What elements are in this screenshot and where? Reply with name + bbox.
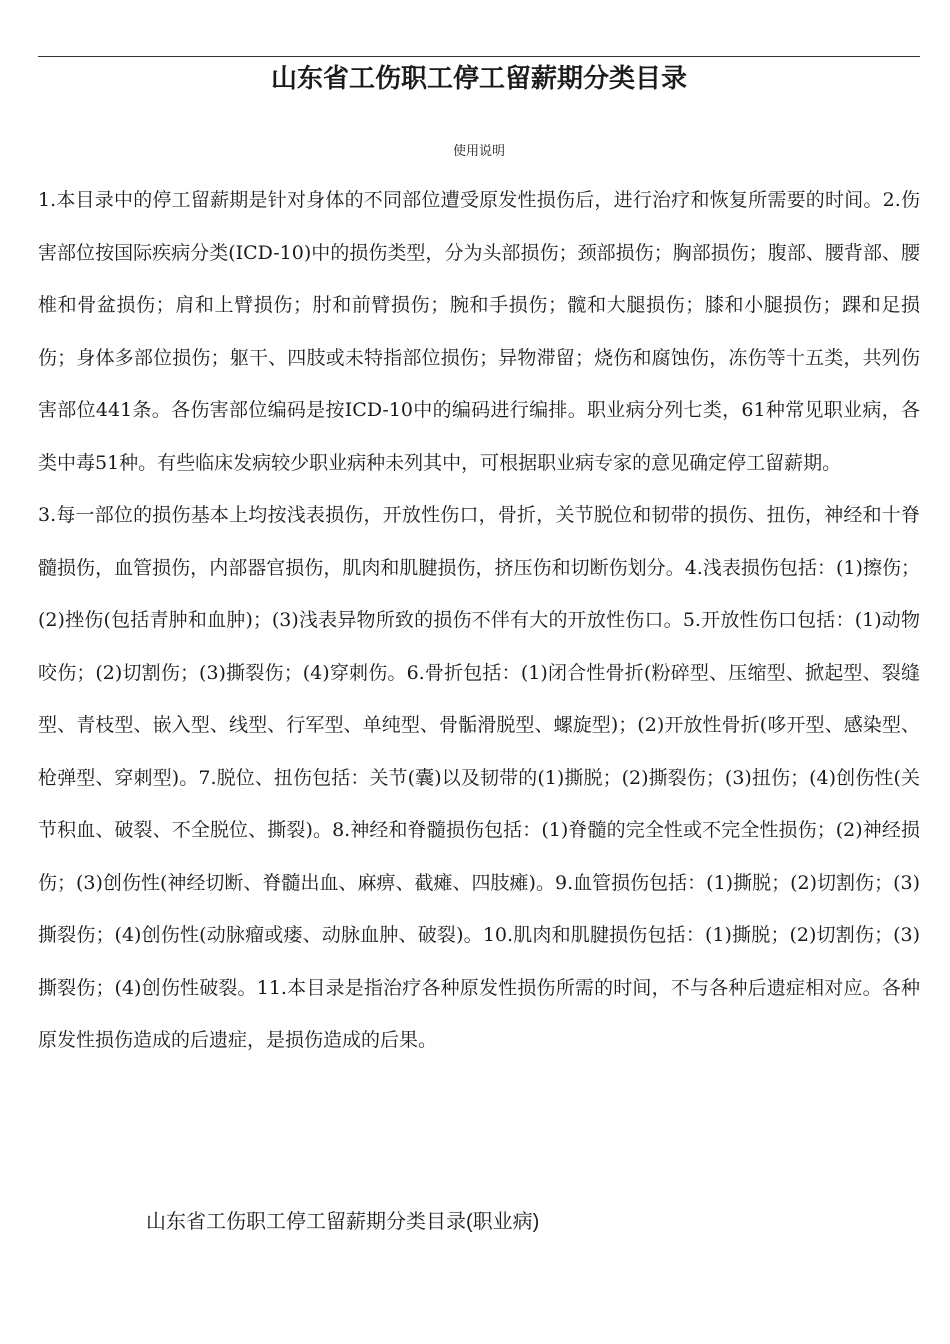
section-title: 山东省工伤职工停工留薪期分类目录(职业病) — [146, 1211, 540, 1233]
document-body — [38, 174, 920, 1067]
document-title: 山东省工伤职工停工留薪期分类目录 — [270, 63, 687, 93]
usage-note-heading: 使用说明 — [452, 143, 505, 158]
header-rule — [38, 56, 920, 57]
paragraph-injury-classification: 3.每一部位的损伤基本上均按浅表损伤，开放性伤口，骨折，关节脱位和韧带的损伤、扭伤，神经和十脊髓损伤，血管损伤，内部器官损伤，肌肉和肌腱损伤，挤压伤和切断伤划分。4.浅表损伤包括：(1)擦伤；(2)挫伤(包括青肿和血肿)；(3)浅表异物所致的损伤不伴有大的开放性伤口。5.开放性伤口包括：(1)动物咬伤；(2)切割伤；(3)撕裂伤；(4)穿刺伤。6.骨折包括：(1)闭合性骨折(粉碎型、压缩型、掀起型、裂缝型、青枝型、嵌入型、线型、行军型、单纯型、骨骺滑脱型、螺旋型)；(2)开放性骨折(哆开型、感染型、枪弹型、穿刺型)。7.脱位、扭伤包括：关节(囊)以及韧带的(1)撕脱；(2)撕裂伤；(3)扭伤；(4)创伤性(关节积血、破裂、不全脱位、撕裂)。8.神经和脊髓损伤包括：(1)脊髓的完全性或不完全性损伤；(2)神经损伤；(3)创伤性(神经切断、脊髓出血、麻痹、截瘫、四肢瘫)。9.血管损伤包括：(1)撕脱；(2)切割伤；(3)撕裂伤；(4)创伤性(动脉瘤或瘘、动脉血肿、破裂)。10.肌肉和肌腱损伤包括：(1)撕脱；(2)切割伤；(3)撕裂伤；(4)创伤性破裂。11.本目录是指治疗各种原发性损伤所需的时间，不与各种后遗症相对应。各种原发性损伤造成的后遗症，是损伤造成的后果。 — [38, 504, 920, 1051]
paragraph-intro: 1.本目录中的停工留薪期是针对身体的不同部位遭受原发性损伤后，进行治疗和恢复所需要的时间。2.伤害部位按国际疾病分类(ICD-10)中的损伤类型，分为头部损伤；颈部损伤；胸部损伤；腹部、腰背部、腰椎和骨盆损伤；肩和上臂损伤；肘和前臂损伤；腕和手损伤；髋和大腿损伤；膝和小腿损伤；踝和足损伤；身体多部位损伤；躯干、四肢或未特指部位损伤；异物滞留；烧伤和腐蚀伤，冻伤等十五类，共列伤害部位441条。各伤害部位编码是按ICD-10中的编码进行编排。职业病分列七类，61种常见职业病，各类中毒51种。有些临床发病较少职业病种未列其中，可根据职业病专家的意见确定停工留薪期。 — [38, 189, 920, 474]
